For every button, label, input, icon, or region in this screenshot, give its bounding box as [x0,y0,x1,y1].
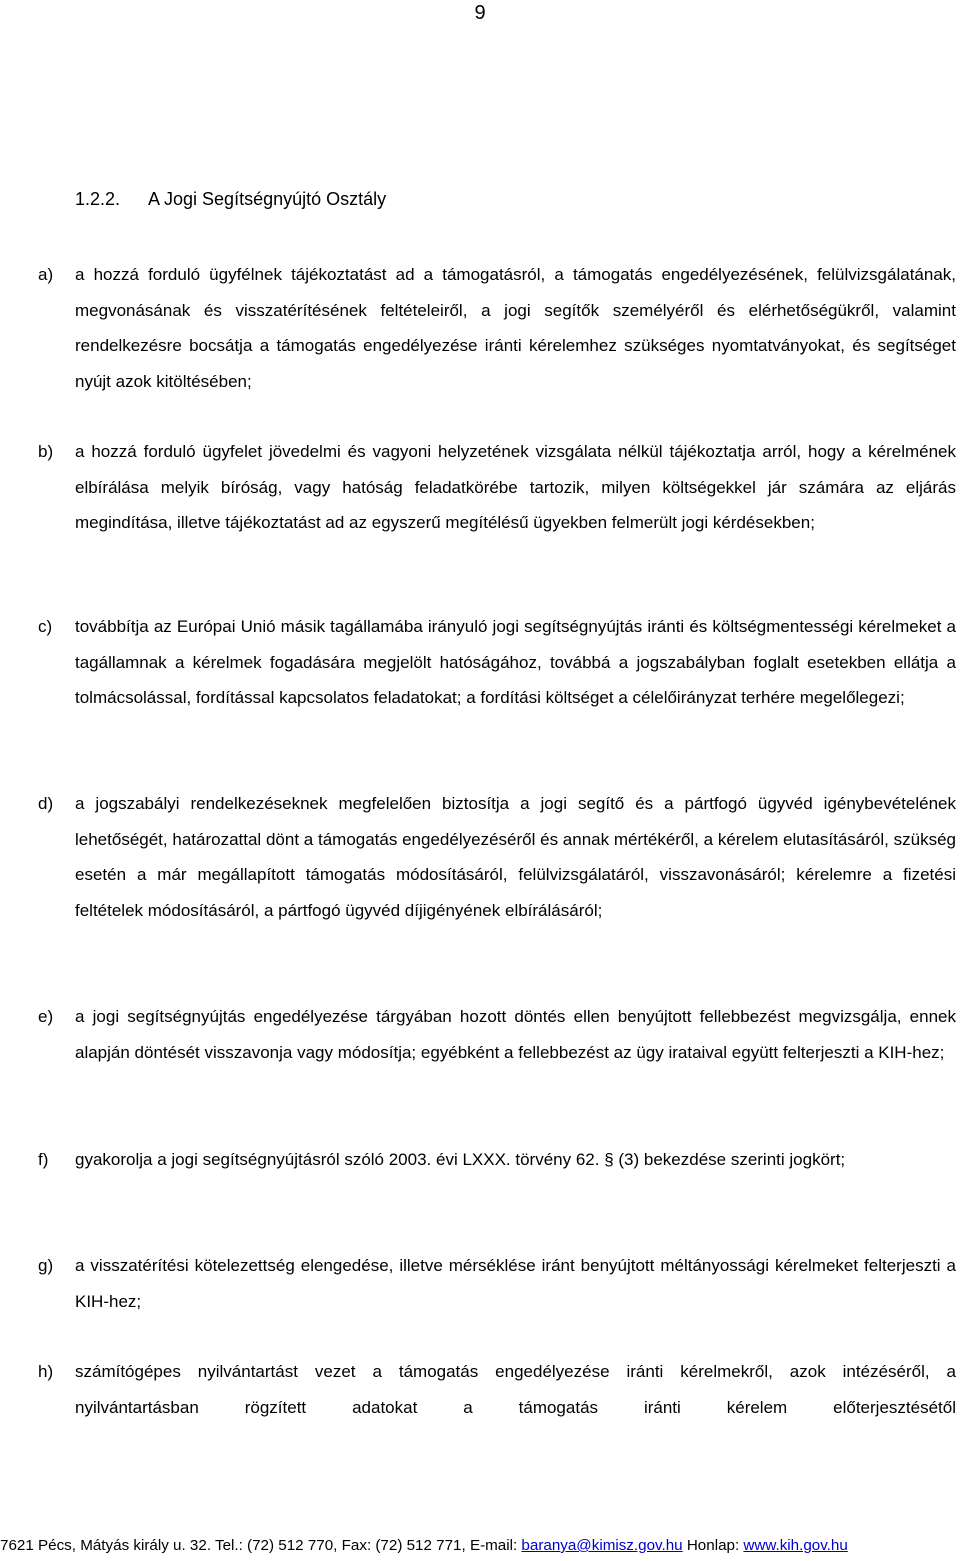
list-item-letter: b) [38,442,54,461]
list-item-c [38,609,956,716]
list-item-text: számítógépes nyilvántartást vezet a támogatás engedélyezése iránti kérelmekről, azok intézéséről, a nyilvántartásban rögzített adatokat a támogatás iránti kérelem előterjesztésétől [75,1362,956,1417]
list-item-text: a visszatérítési kötelezettség elengedése, illetve mérséklése iránt benyújtott méltányossági kérelmeket felterjeszti a KIH-hez; [75,1256,956,1311]
list-item-text: továbbítja az Európai Unió másik tagállamába irányuló jogi segítségnyújtás iránti és költségmentességi kérelmeket a tagállamnak a kérelmek fogadására megjelölt hatóságához, továbbá a jogszabályban foglalt esetekben ellátja a tolmácsolással, fordítással kapcsolatos feladatokat; a fordítási költséget a célelőirányzat terhére megelőlegezi; [75,617,956,707]
page-number: 9 [474,2,486,24]
section-number: 1.2.2. [75,189,121,209]
list-item-letter: d) [38,794,54,813]
section-title: A Jogi Segítségnyújtó Osztály [148,189,387,209]
list-item-e [38,999,956,1070]
footer-homepage-label: Honlap: [682,1537,744,1554]
list-item-h [38,1354,956,1425]
list-item-letter: h) [38,1362,54,1381]
section-heading [75,187,386,211]
list-item-letter: f) [38,1150,49,1169]
list-item-text: a jogi segítségnyújtás engedélyezése tárgyában hozott döntés ellen benyújtott fellebbezést megvizsgálja, ennek alapján döntését visszavonja vagy módosítja; egyébként a fellebbezést az ügy irataival együtt felterjeszti a KIH-hez; [75,1007,956,1062]
page-footer [0,1536,960,1556]
list-item-text: gyakorolja a jogi segítségnyújtásról szóló 2003. évi LXXX. törvény 62. § (3) bekezdése szerinti jogkört; [75,1150,846,1169]
footer-homepage-link[interactable]: www.kih.gov.hu [743,1537,848,1554]
list-item-text: a hozzá forduló ügyfélnek tájékoztatást ad a támogatásról, a támogatás engedélyezésének, felülvizsgálatának, megvonásának és visszatérítésének feltételeiről, a jogi segítők személyéről és elérhetőségükről, valamint rendelkezésre bocsátja a támogatás engedélyezése iránti kérelemhez szükséges nyomtatványokat, és segítséget nyújt azok kitöltésében; [75,265,956,391]
list-item-text: a hozzá forduló ügyfelet jövedelmi és vagyoni helyzetének vizsgálata nélkül tájékoztatja arról, hogy a kérelmének elbírálása melyik bíróság, vagy hatóság feladatkörébe tartozik, milyen költségekkel jár számára az eljárás megindítása, illetve tájékoztatást ad az egyszerű megítélésű ügyekben felmerült jogi kérdésekben; [75,442,956,532]
list-item-g [38,1248,956,1319]
list-item-letter: g) [38,1256,54,1275]
list-item-letter: e) [38,1007,54,1026]
footer-address: 7621 Pécs, Mátyás király u. 32. Tel.: (72) 512 770, Fax: (72) 512 771, E-mail: [0,1537,522,1554]
list-item-f [38,1142,956,1178]
list-item-text: a jogszabályi rendelkezéseknek megfelelően biztosítja a jogi segítő és a pártfogó ügyvéd igénybevételének lehetőségét, határozattal dönt a támogatás engedélyezéséről és annak mértékéről, a kérelem elutasításáról, szükség esetén a már megállapított támogatás módosításáról, felülvizsgálatáról, visszavonásáról; kérelemre a fizetési feltételek módosításáról, a pártfogó ügyvéd díjigényének elbírálásáról; [75,794,956,920]
list-item-a [38,257,956,399]
list-item-d [38,786,956,928]
list-item-b [38,434,956,541]
footer-email-link[interactable]: baranya@kimisz.gov.hu [521,1537,683,1554]
list-item-letter: a) [38,265,54,284]
list-item-letter: c) [38,617,53,636]
